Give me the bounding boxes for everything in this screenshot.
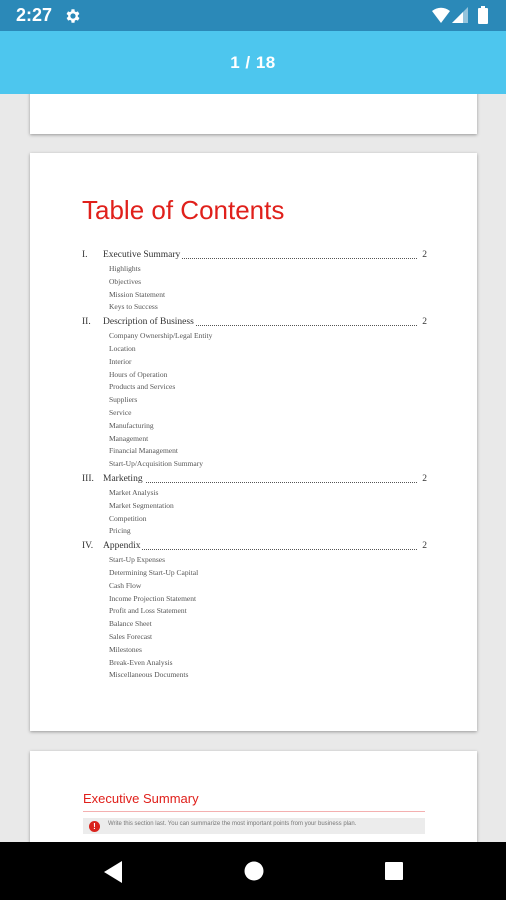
toc-section-number: II.: [82, 317, 91, 328]
toc-subitem[interactable]: Miscellaneous Documents: [109, 670, 189, 680]
exec-summary-rule: [83, 811, 425, 812]
toc-section-title: Appendix: [103, 541, 141, 552]
toc-section-number: IV.: [82, 541, 94, 552]
home-icon[interactable]: [244, 861, 264, 881]
system-nav-bar: [0, 842, 506, 900]
alert-icon: !: [89, 821, 100, 832]
toc-page[interactable]: [30, 153, 477, 731]
exec-note-box: [83, 818, 425, 834]
toc-subitem[interactable]: Suppliers: [109, 395, 138, 405]
document-viewer[interactable]: [0, 94, 506, 842]
toc-subitem[interactable]: Keys to Success: [109, 302, 158, 312]
toc-subitem[interactable]: Milestones: [109, 644, 142, 654]
toc-subitem[interactable]: Location: [109, 343, 136, 353]
previous-page[interactable]: [30, 94, 477, 134]
exec-summary-title: Executive Summary: [83, 791, 199, 806]
toc-section-title: Description of Business: [103, 317, 194, 328]
toc-subitem[interactable]: Mission Statement: [109, 289, 166, 299]
toc-subitem[interactable]: Competition: [109, 513, 147, 523]
page-indicator: 1 / 18: [230, 53, 276, 72]
gear-icon: [64, 7, 82, 25]
toc-subitem[interactable]: Management: [109, 433, 149, 443]
toc-section-heading[interactable]: [82, 541, 427, 554]
toc-leader-dots: [103, 482, 417, 483]
toc-subitem[interactable]: Manufacturing: [109, 420, 154, 430]
toc-section-title: Marketing: [103, 473, 143, 484]
toc-section-heading[interactable]: [82, 317, 427, 330]
toc-page-number: 2: [422, 473, 427, 484]
toc-subitem[interactable]: Interior: [109, 356, 132, 366]
toc-section-number: III.: [82, 473, 94, 484]
toc-page-number: 2: [422, 541, 427, 552]
toc-list: [82, 247, 427, 682]
toc-subitem[interactable]: Start-Up Expenses: [109, 555, 166, 565]
toc-subitem[interactable]: Company Ownership/Legal Entity: [109, 331, 213, 341]
toc-subitem[interactable]: Sales Forecast: [109, 631, 153, 641]
toc-section: [82, 250, 427, 314]
toc-section: [82, 317, 427, 471]
toc-section: [82, 474, 427, 538]
toc-subitem[interactable]: Pricing: [109, 526, 131, 536]
toc-section-title: Executive Summary: [103, 250, 181, 260]
toc-subitem[interactable]: Break-Even Analysis: [109, 657, 173, 667]
toc-subitem[interactable]: Income Projection Statement: [109, 593, 197, 603]
toc-title: Table of Contents: [82, 195, 285, 225]
toc-subitem[interactable]: Service: [109, 407, 132, 417]
toc-subitem[interactable]: Start-Up/Acquisition Summary: [109, 459, 203, 469]
toc-subitem[interactable]: Hours of Operation: [109, 369, 168, 379]
toc-subitem[interactable]: Financial Management: [109, 446, 178, 456]
back-icon[interactable]: [104, 861, 124, 883]
exec-note-text: Write this section last. You can summarize the most important points from your business plan.: [108, 821, 357, 827]
toc-subitem[interactable]: Balance Sheet: [109, 619, 152, 629]
executive-summary-page[interactable]: [30, 751, 477, 842]
toc-section: [82, 541, 427, 682]
toc-section-number: I.: [82, 250, 88, 260]
toc-subitem[interactable]: Cash Flow: [109, 580, 142, 590]
viewer-toolbar: [0, 31, 506, 94]
toc-page-number: 2: [422, 317, 427, 328]
toc-subitem[interactable]: Highlights: [109, 264, 141, 273]
wifi-icon: [432, 7, 450, 23]
signal-icon: [452, 7, 468, 23]
toc-leader-dots: [103, 549, 417, 550]
toc-section-heading[interactable]: [82, 250, 427, 263]
toc-subitem[interactable]: Determining Start-Up Capital: [109, 567, 199, 577]
toc-page-number: 2: [422, 250, 427, 260]
toc-subitem[interactable]: Profit and Loss Statement: [109, 606, 187, 616]
recents-icon[interactable]: [384, 861, 404, 881]
toc-section-heading[interactable]: [82, 474, 427, 487]
toc-subitem[interactable]: Market Segmentation: [109, 500, 174, 510]
toc-subitem[interactable]: Objectives: [109, 276, 142, 286]
status-time: 2:27: [16, 5, 53, 25]
toc-subitem[interactable]: Products and Services: [109, 382, 176, 392]
status-bar: [0, 0, 506, 31]
toc-subitem[interactable]: Market Analysis: [109, 487, 159, 497]
battery-icon: [478, 6, 488, 24]
